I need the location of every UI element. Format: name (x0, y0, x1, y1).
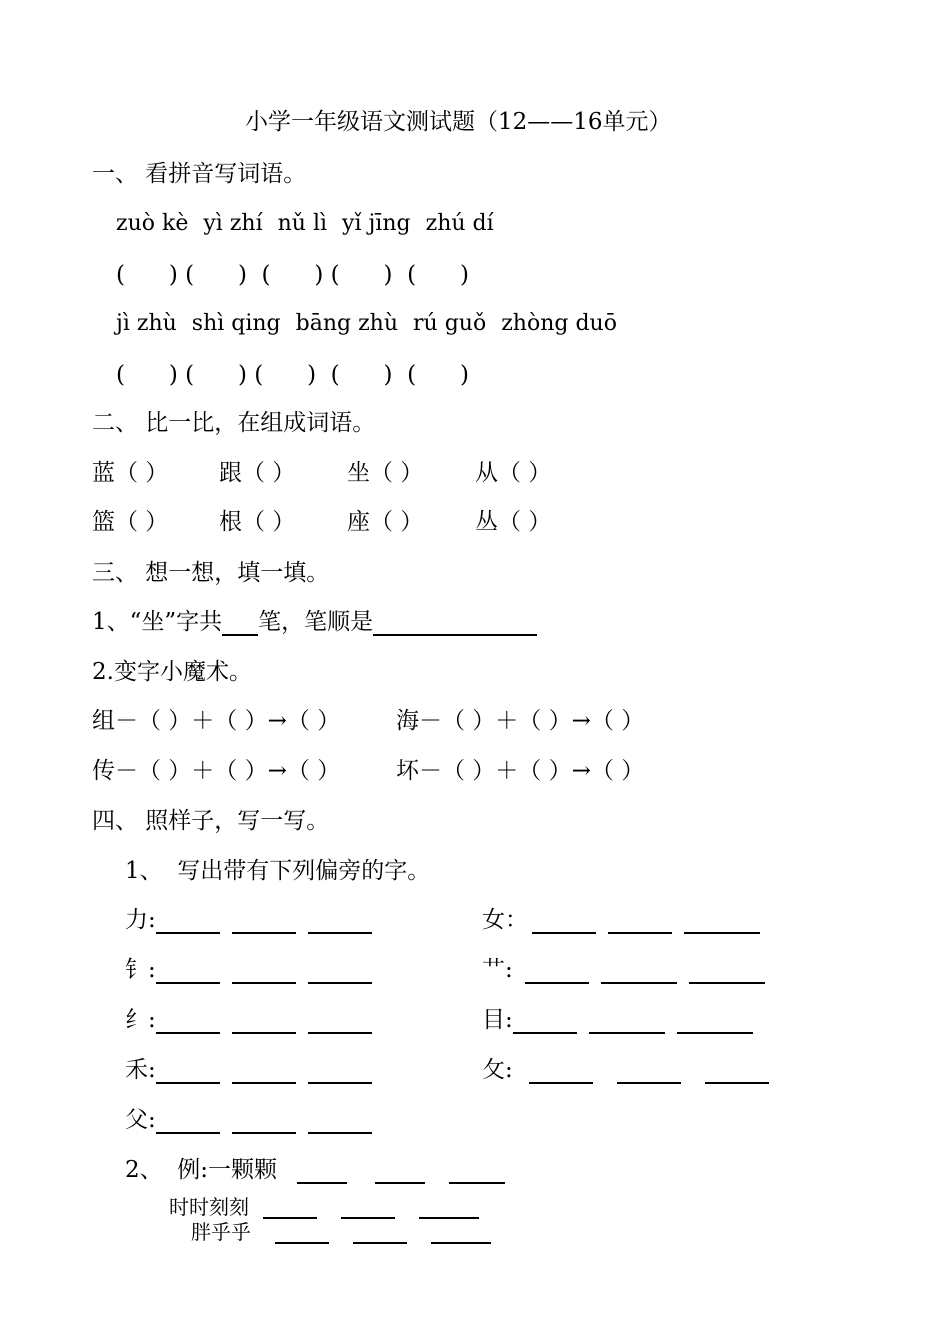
section-1-heading: 一、 看拼音写词语。 (92, 161, 307, 187)
answer-blank[interactable] (156, 960, 220, 984)
answer-blank[interactable] (232, 1010, 296, 1034)
answer-blank[interactable] (353, 1223, 407, 1244)
answer-blank[interactable] (232, 1060, 296, 1084)
stroke-count-blank[interactable] (222, 612, 258, 636)
pinyin: shì qing (191, 311, 281, 336)
section-2-heading: 二、 比一比，在组成词语。 (92, 410, 376, 436)
radical-row (482, 956, 765, 984)
radical-row (125, 906, 372, 934)
section-3-heading: 三、 想一想，填一填。 (92, 560, 330, 586)
radical-label: 目: (482, 1007, 513, 1033)
radical-row (125, 1006, 372, 1034)
magic-row-1 (92, 707, 644, 735)
answer-blank[interactable] (156, 1010, 220, 1034)
example-row (169, 1195, 479, 1219)
word-item[interactable]: 从（ ） (475, 460, 552, 486)
word-item[interactable]: 丛（ ） (475, 509, 552, 535)
answer-blank[interactable] (589, 1010, 665, 1034)
radical-row (125, 956, 372, 984)
radical-label: 艹: (482, 957, 513, 983)
answer-blank[interactable] (525, 960, 589, 984)
answer-blank[interactable] (705, 1060, 769, 1084)
pinyin: rú guǒ (413, 311, 487, 336)
answer-blank[interactable] (308, 1110, 372, 1134)
answer-blank[interactable] (232, 1110, 296, 1134)
answer-brackets-row-2[interactable]: ( ) ( ) ( ) ( ) ( ) (116, 362, 469, 388)
pinyin: nǔ lì (277, 211, 328, 236)
pinyin-row-2 (116, 310, 632, 338)
answer-blank[interactable] (297, 1160, 347, 1184)
radical-row (125, 1056, 372, 1084)
answer-blank[interactable] (232, 960, 296, 984)
answer-blank[interactable] (677, 1010, 753, 1034)
stroke-question-text-b: 笔，笔顺是 (258, 609, 374, 635)
answer-blank[interactable] (617, 1060, 681, 1084)
answer-blank[interactable] (689, 960, 765, 984)
answer-blank[interactable] (308, 1060, 372, 1084)
word-item[interactable]: 坐（ ） (347, 460, 424, 486)
answer-blank[interactable] (601, 960, 677, 984)
answer-blank[interactable] (308, 960, 372, 984)
magic-row-2 (92, 757, 644, 785)
radical-label: 禾: (125, 1057, 156, 1083)
answer-blank[interactable] (375, 1160, 425, 1184)
magic-item[interactable]: 海－（ ）＋（ ）→（ ） (396, 708, 645, 734)
radical-row (482, 906, 760, 934)
answer-blank[interactable] (156, 910, 220, 934)
pinyin: zuò kè (116, 211, 189, 236)
answer-blank[interactable] (532, 910, 596, 934)
radical-label: 女： (482, 907, 528, 933)
pinyin: zhú dí (425, 211, 494, 236)
magic-item[interactable]: 坏－（ ）＋（ ）→（ ） (396, 758, 645, 784)
answer-blank[interactable] (156, 1060, 220, 1084)
answer-blank[interactable] (308, 1010, 372, 1034)
word-row-1 (92, 459, 551, 487)
radical-label: 钅: (125, 957, 156, 983)
example-row (191, 1220, 491, 1244)
stroke-question-text-a: 1、“坐”字共 (92, 609, 223, 635)
example-label: 2、 例:一颗颗 (125, 1157, 278, 1183)
pinyin: yì zhí (203, 211, 263, 236)
example-word: 胖乎乎 (191, 1220, 251, 1244)
word-item[interactable]: 跟（ ） (219, 460, 296, 486)
stroke-order-blank[interactable] (373, 612, 537, 636)
radical-row (482, 1056, 769, 1084)
radical-row (482, 1006, 753, 1034)
answer-blank[interactable] (449, 1160, 505, 1184)
answer-blank[interactable] (232, 910, 296, 934)
radical-label: 攵: (482, 1057, 513, 1083)
example-word: 时时刻刻 (169, 1195, 249, 1219)
answer-blank[interactable] (419, 1198, 479, 1219)
page-title: 小学一年级语文测试题（12——16单元） (245, 109, 672, 135)
radical-label: 力: (125, 907, 156, 933)
stroke-question (92, 608, 537, 636)
pinyin-row-1 (116, 210, 509, 238)
magic-heading: 2.变字小魔术。 (92, 659, 252, 685)
answer-blank[interactable] (156, 1110, 220, 1134)
word-row-2 (92, 508, 551, 536)
answer-blank[interactable] (529, 1060, 593, 1084)
pinyin: zhòng duō (501, 311, 617, 336)
answer-blank[interactable] (513, 1010, 577, 1034)
radical-label: 纟: (125, 1007, 156, 1033)
answer-blank[interactable] (431, 1223, 491, 1244)
example-row (125, 1156, 505, 1184)
pinyin: bāng zhù (295, 311, 399, 336)
word-item[interactable]: 篮（ ） (92, 509, 169, 535)
answer-blank[interactable] (308, 910, 372, 934)
answer-blank[interactable] (263, 1198, 317, 1219)
word-item[interactable]: 根（ ） (219, 509, 296, 535)
pinyin: jì zhù (116, 311, 177, 336)
section-4-heading: 四、 照样子，写一写。 (92, 808, 330, 834)
answer-brackets-row-1[interactable]: ( ) ( ) ( ) ( ) ( ) (116, 262, 469, 288)
magic-item[interactable]: 传－（ ）＋（ ）→（ ） (92, 758, 341, 784)
word-item[interactable]: 蓝（ ） (92, 460, 169, 486)
word-item[interactable]: 座（ ） (347, 509, 424, 535)
radical-row (125, 1106, 372, 1134)
radical-label: 父: (125, 1107, 156, 1133)
answer-blank[interactable] (608, 910, 672, 934)
magic-item[interactable]: 组－（ ）＋（ ）→（ ） (92, 708, 341, 734)
answer-blank[interactable] (684, 910, 760, 934)
radical-question: 1、 写出带有下列偏旁的字。 (125, 858, 431, 884)
answer-blank[interactable] (341, 1198, 395, 1219)
pinyin: yǐ jīng (342, 211, 411, 236)
answer-blank[interactable] (275, 1223, 329, 1244)
